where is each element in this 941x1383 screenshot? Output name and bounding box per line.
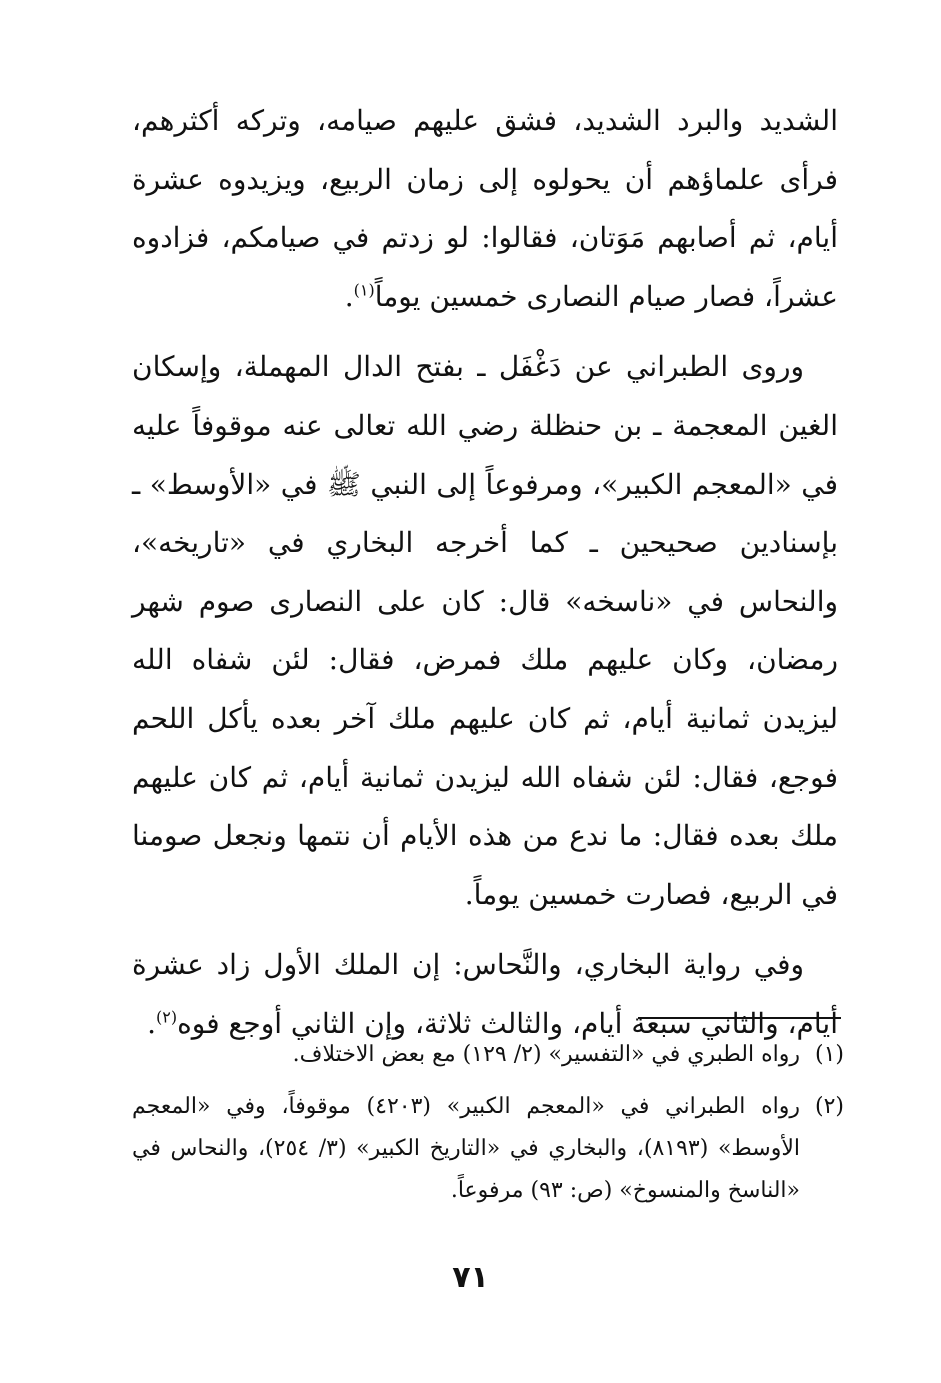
main-text — [132, 92, 838, 1066]
footnote-1 — [132, 1034, 844, 1076]
footnote-1-text: رواه الطبري في «التفسير» (٢/ ١٢٩) مع بعض الاختلاف. — [292, 1042, 800, 1067]
paragraph-3-text: وفي رواية البخاري، والنَّحاس: إن الملك الأول زاد عشرة أيام، والثاني سبعة أيام، والثالث ثلاثة، وإن الثاني أوجع فوه — [132, 948, 838, 1040]
paragraph-2 — [132, 338, 838, 924]
paragraph-1-end: . — [344, 279, 354, 313]
page-number: ٧١ — [452, 1260, 489, 1295]
paragraph-2-text: وروى الطبراني عن دَغْفَل ـ بفتح الدال المهملة، وإسكان الغين المعجمة ـ بن حنظلة رضي الله تعالى عنه موقوفاً عليه في «المعجم الكبير»، ومرفوعاً إلى النبي ﷺ في «الأوسط» ـ بإسنادين صحيحين ـ كما أخرجه البخاري في «تاريخه»، والنحاس في «ناسخه» قال: كان على النصارى صوم شهر رمضان، وكان عليهم ملك فمرض، فقال: لئن شفاه الله ليزيدن ثمانية أيام، ثم كان عليهم ملك آخر بعده يأكل اللحم فوجع، فقال: لئن شفاه الله ليزيدن ثمانية أيام، ثم كان عليهم ملك بعده فقال: ما ندع من هذه الأيام أن نتمها ونجعل صومنا في الربيع، فصارت خمسين يوماً. — [132, 350, 838, 911]
footnote-separator — [638, 1017, 841, 1019]
footnote-2-number: (٢) — [814, 1094, 844, 1119]
paragraph-1-text: الشديد والبرد الشديد، فشق عليهم صيامه، وتركه أكثرهم، فرأى علماؤهم أن يحولوه إلى زمان الربيع، ويزيدوه عشرة أيام، ثم أصابهم مَوَتان، فقالوا: لو زدتم في صيامكم، فزادوه عشراً، فصار صيام النصارى خمسين يوماً — [132, 104, 838, 313]
footnote-2-text: رواه الطبراني في «المعجم الكبير» (٤٢٠٣) موقوفاً، وفي «المعجم الأوسط» (٨١٩٣)، والبخاري في «التاريخ الكبير» (٣/ ٢٥٤)، والنحاس في «الناسخ والمنسوخ» (ص: ٩٣) مرفوعاً. — [132, 1094, 801, 1203]
paragraph-3-end: . — [147, 1006, 156, 1040]
footnote-1-number: (١) — [814, 1042, 844, 1067]
footnote-ref-1[interactable]: (١) — [353, 280, 375, 300]
footnotes — [132, 1034, 844, 1222]
footnote-ref-2[interactable]: (٢) — [155, 1007, 178, 1027]
paragraph-1 — [132, 92, 838, 326]
footnote-2 — [132, 1086, 844, 1212]
